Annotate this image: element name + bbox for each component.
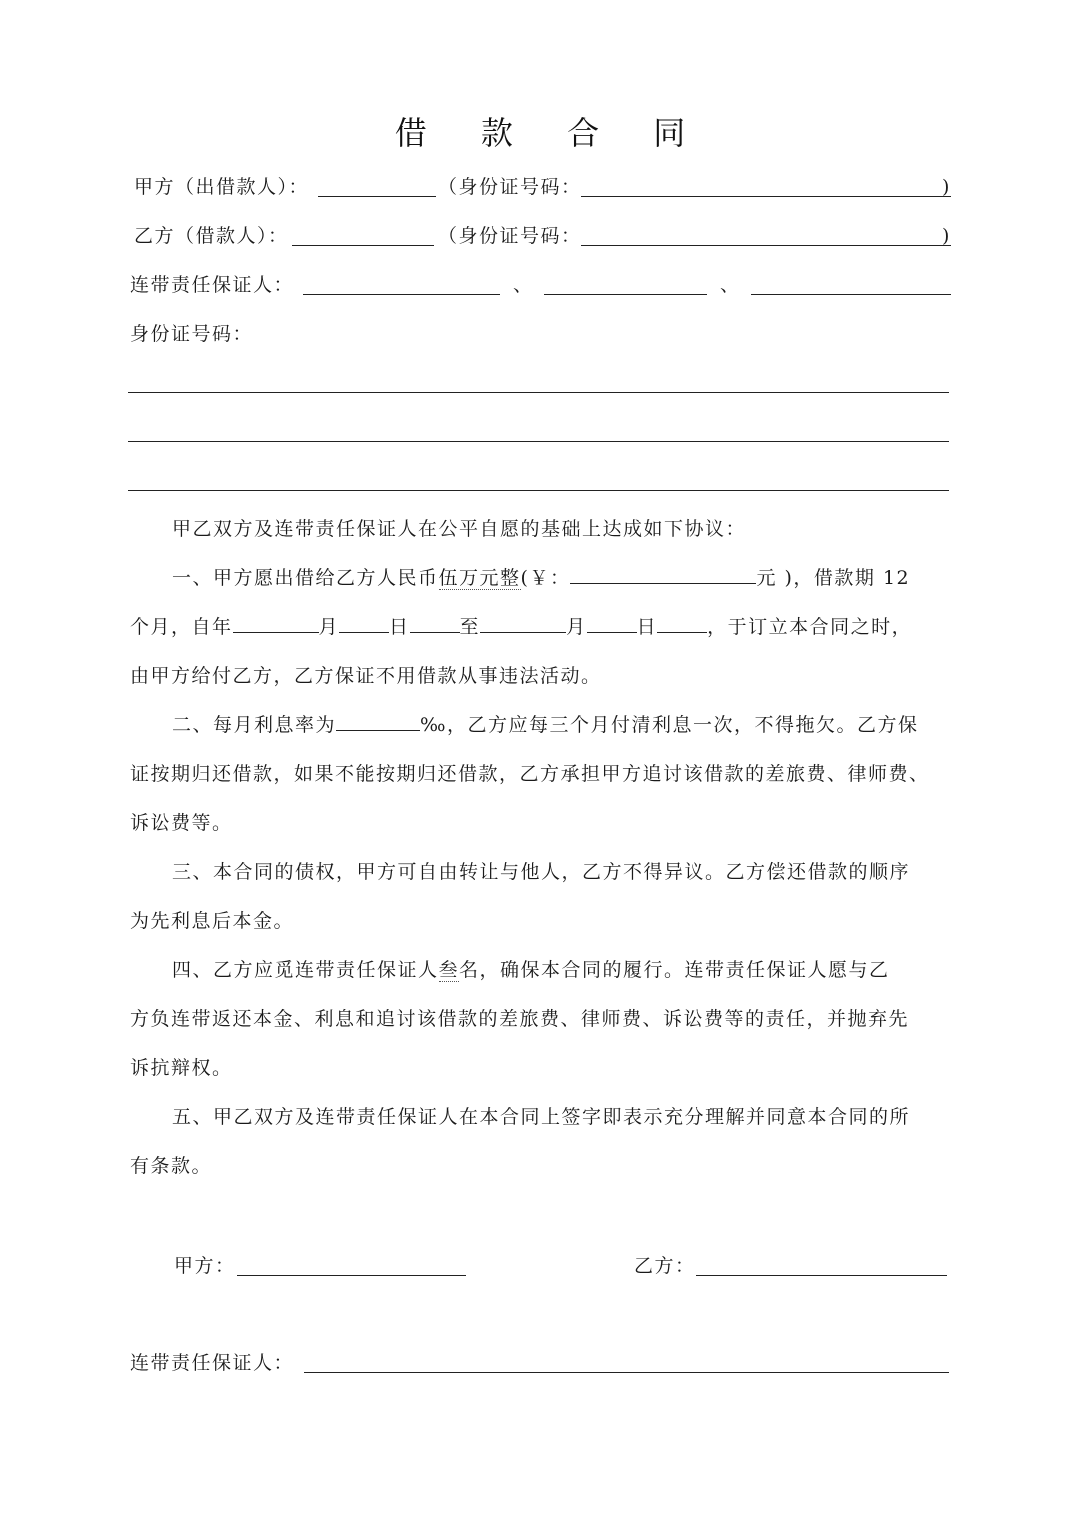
loan-amount-words: 伍万元整 (438, 567, 521, 589)
clause2-line2-text: 证按期归还借款，如果不能按期归还借款，乙方承担甲方追讨该借款的差旅费、律师费、 (130, 763, 930, 785)
contract-body (130, 505, 952, 1191)
id-number-line-2[interactable] (128, 441, 949, 442)
party-a-label: 甲方（出借款人）： (134, 176, 310, 198)
party-b-name-blank[interactable] (292, 245, 434, 246)
clause2-line3 (130, 799, 952, 848)
clause4-line3 (130, 1044, 952, 1093)
start-month-label: 月 (318, 616, 340, 638)
to-label: 至 (459, 616, 481, 638)
clause1-text-c: 元 )，借款期 12 (756, 567, 911, 589)
end-day-blank[interactable] (657, 614, 707, 633)
guarantor-3-blank[interactable] (751, 294, 951, 295)
party-b-id-label: （身份证号码： (438, 225, 582, 247)
guarantor-count: 叁 (438, 959, 460, 981)
clause3-line1 (130, 848, 952, 897)
clause5-line2-text: 有条款。 (130, 1155, 213, 1177)
guarantor-2-blank[interactable] (544, 294, 707, 295)
clause1-line1 (130, 554, 952, 603)
party-a-id-label: （身份证号码： (438, 176, 582, 198)
guarantor-row (0, 270, 1080, 300)
intro-line (130, 505, 952, 554)
id-number-row (0, 319, 1080, 349)
clause1-line2 (130, 603, 952, 652)
clause2-text-b: ‰，乙方应每三个月付清利息一次，不得拖欠。乙方保 (420, 714, 919, 736)
party-b-row (0, 221, 1080, 251)
start-day-label: 日 (389, 616, 410, 638)
clause2-text-a: 二、每月利息率为 (172, 714, 337, 736)
clause1-from-label: 个月，自年 (130, 616, 233, 638)
clause4-line1 (130, 946, 952, 995)
clause5-line1 (130, 1093, 952, 1142)
start-month-blank[interactable] (339, 614, 389, 633)
end-month-blank[interactable] (587, 614, 637, 633)
clause2-line3-text: 诉讼费等。 (130, 812, 233, 834)
signature-row (0, 1251, 1080, 1281)
loan-amount-number-blank[interactable] (570, 565, 756, 584)
guarantor-signature-row (0, 1348, 1080, 1378)
end-year-blank[interactable] (480, 614, 566, 633)
clause4-line2-text: 方负连带返还本金、利息和追讨该借款的差旅费、律师费、诉讼费等的责任，并抛弃先 (130, 1008, 910, 1030)
interest-rate-blank[interactable] (336, 712, 420, 731)
clause3-line2 (130, 897, 952, 946)
party-b-id-blank[interactable] (581, 245, 951, 246)
clause3-line2-text: 为先利息后本金。 (130, 910, 295, 932)
party-a-row (0, 172, 1080, 202)
id-number-line-1[interactable] (128, 392, 949, 393)
clause4-line3-text: 诉抗辩权。 (130, 1057, 233, 1079)
intro-text: 甲乙双方及连带责任保证人在公平自愿的基础上达成如下协议： (172, 518, 747, 540)
id-number-line-3[interactable] (128, 490, 949, 491)
party-b-signature-blank[interactable] (696, 1275, 947, 1276)
guarantor-1-blank[interactable] (303, 294, 500, 295)
party-a-sign-label: 甲方： (174, 1255, 236, 1277)
party-a-id-blank[interactable] (581, 196, 951, 197)
page-title: 借 款 合 同 (394, 114, 708, 152)
start-day-blank[interactable] (410, 614, 460, 633)
clause1-text-a: 一、甲方愿出借给乙方人民币 (172, 567, 439, 589)
clause1-text-b: (￥： (520, 567, 571, 589)
clause1-line2-end: ，于订立本合同之时， (707, 616, 913, 638)
clause2-line2 (130, 750, 952, 799)
guarantor-label: 连带责任保证人： (130, 274, 295, 296)
clause1-line3 (130, 652, 952, 701)
clause4-line2 (130, 995, 952, 1044)
separator-1: 、 (513, 274, 534, 296)
guarantor-signature-blank[interactable] (304, 1372, 949, 1373)
clause5-line1-text: 五、甲乙双方及连带责任保证人在本合同上签字即表示充分理解并同意本合同的所 (172, 1106, 911, 1128)
party-a-close-paren: ) (942, 176, 951, 198)
clause5-line2 (130, 1142, 952, 1191)
end-day-label: 日 (636, 616, 658, 638)
party-b-sign-label: 乙方： (634, 1255, 696, 1277)
separator-2: 、 (720, 274, 741, 296)
clause2-line1 (130, 701, 952, 750)
party-a-name-blank[interactable] (318, 196, 436, 197)
clause1-line3-text: 由甲方给付乙方，乙方保证不用借款从事违法活动。 (130, 665, 602, 687)
guarantor-sign-label: 连带责任保证人： (130, 1352, 295, 1374)
party-b-close-paren: ) (942, 225, 951, 247)
clause4-text-a: 四、乙方应觅连带责任保证人 (172, 959, 439, 981)
clause4-text-b: 名，确保本合同的履行。连带责任保证人愿与乙 (459, 959, 890, 981)
end-month-label: 月 (566, 616, 587, 638)
party-a-signature-blank[interactable] (237, 1275, 466, 1276)
clause3-line1-text: 三、本合同的债权，甲方可自由转让与他人，乙方不得异议。乙方偿还借款的顺序 (172, 861, 911, 883)
id-number-label: 身份证号码： (130, 323, 254, 345)
party-b-label: 乙方（借款人）： (134, 225, 289, 247)
start-year-blank[interactable] (233, 614, 319, 633)
